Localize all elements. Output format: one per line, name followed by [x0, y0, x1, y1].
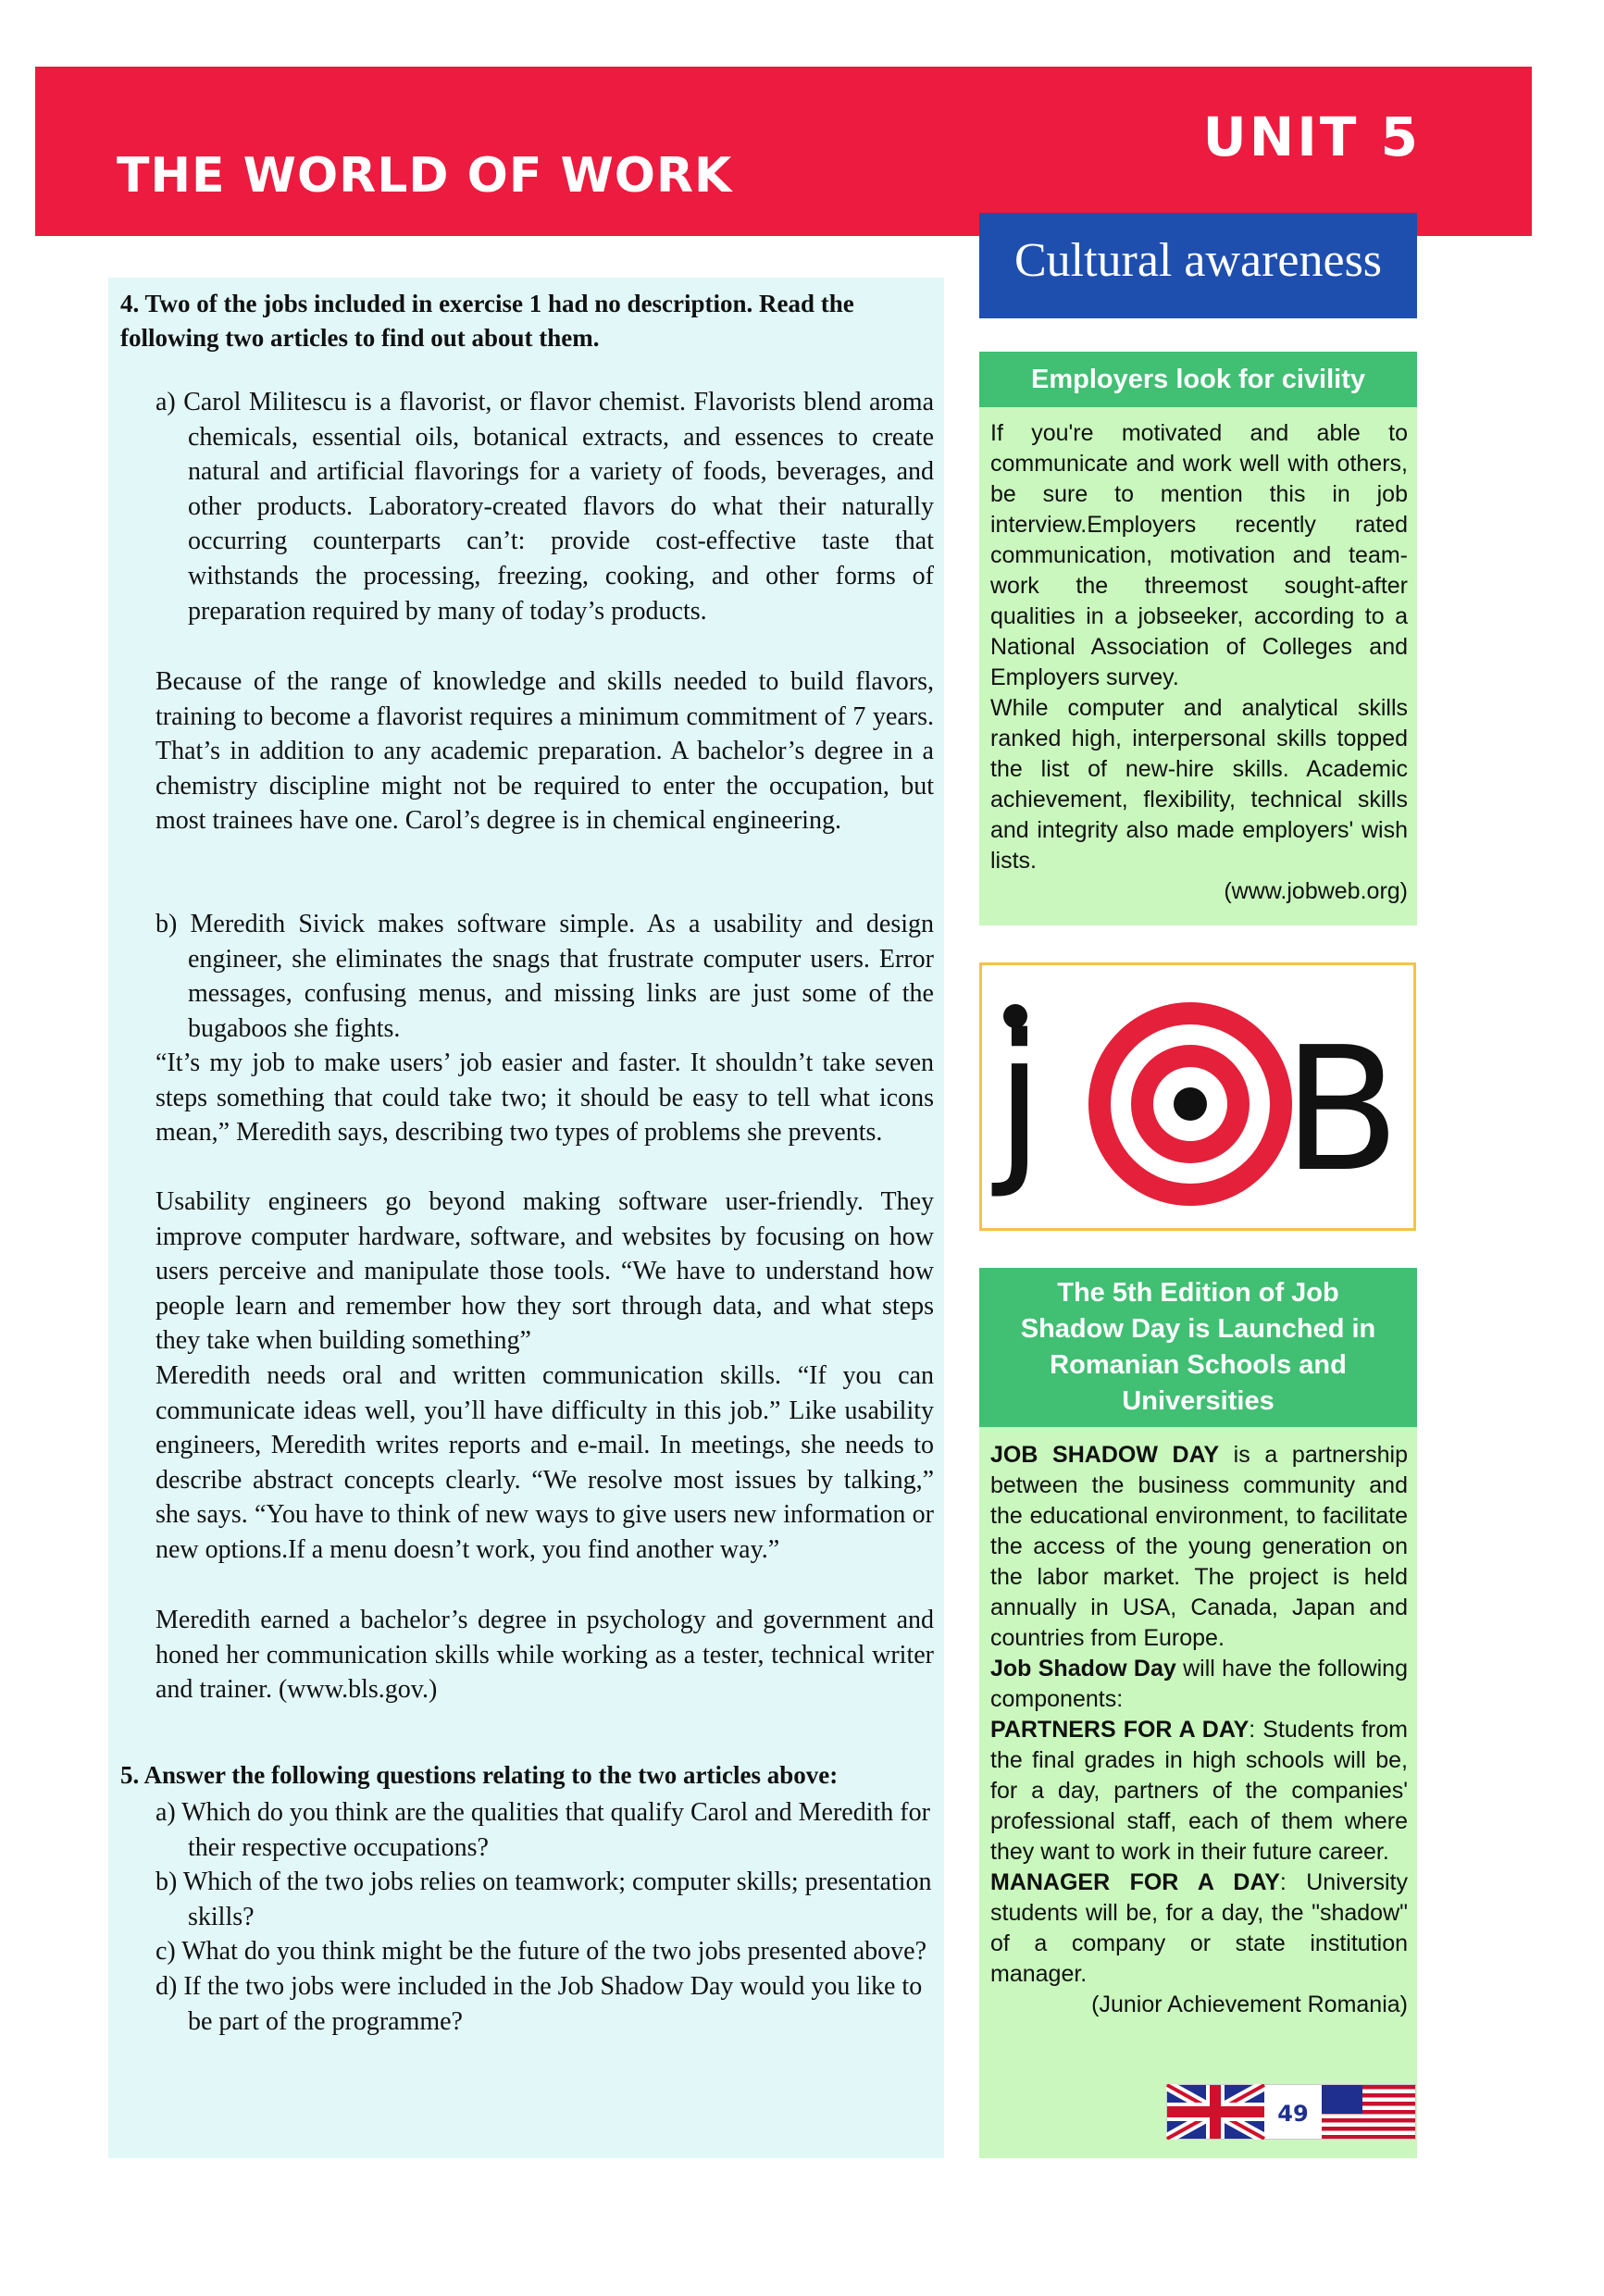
shadow-paragraph-1	[979, 1440, 1417, 1654]
job-logo-graphic	[982, 965, 1413, 1228]
shadow-paragraph-4	[979, 1868, 1417, 1990]
logo-letter-j: j	[995, 997, 1044, 1201]
civility-source: (www.jobweb.org)	[1224, 878, 1408, 904]
article-b-body-2: Usability engineers go beyond making software user-friendly. They improve computer hardware, software, and websites by focusing on how users perceive and manipulate those tools. “We have to understand how people learn and remember how they sort through data, and what steps they take when building something”	[155, 1187, 934, 1356]
flags-icon	[1166, 2084, 1416, 2140]
civility-paragraph-2: While computer and analytical skills ranked high, interpersonal skills topped the list of new-hire skills. Academic achievement, flexibility, technical skills and integrity also made employers' wish lists.	[990, 695, 1408, 874]
page-footer	[1166, 2084, 1416, 2140]
shadow-paragraph-3	[979, 1715, 1417, 1868]
article-b-body-3: Meredith needs oral and written communication skills. “If you can communicate ideas well, you’ll have difficulty in this job.” Like usability engineers, Meredith writes reports and e-mail. In meetings, she needs to describe abstract concepts clearly. “We resolve most issues by talking,” she says. “You have to think of new ways to give users new information or new options.If a menu doesn’t work, you find another way.”	[155, 1361, 934, 1564]
shadow-text: is a partnership between the business community and the educational environment, to facilitate the access of the young generation on the labor market. The project is held annually in USA, Canada, Japan and countries from Europe.	[990, 1442, 1408, 1651]
page-number: 49	[1277, 2101, 1309, 2127]
civility-box	[979, 352, 1417, 925]
us-flag-icon	[1322, 2085, 1415, 2139]
job-target-logo	[979, 962, 1416, 1231]
unit-header	[35, 67, 1532, 236]
shadow-term: MANAGER FOR A DAY	[990, 1869, 1280, 1895]
uk-flag-icon	[1167, 2085, 1264, 2139]
article-b-body-1: “It’s my job to make users’ job easier and faster. It shouldn’t take seven steps something that could take two; it should be easy to tell what icons mean,” Meredith says, describing two types of problems she prevents.	[155, 1049, 934, 1148]
exercise-4-question: 4. Two of the jobs included in exercise 1 had no description. Read the following two articles to find out about them.	[120, 290, 854, 352]
shadow-day-box	[979, 1268, 1417, 2158]
shadow-text: : Students from the final grades in high schools will be, for a day, partners of the companies' professional staff, each of them where they want to work in their future career.	[990, 1717, 1408, 1865]
logo-letter-b: B	[1283, 1010, 1400, 1210]
exercise-5-item: d) If the two jobs were included in the Job Shadow Day would you like to be part of the programme?	[155, 1971, 923, 2036]
unit-label: UNIT 5	[1202, 105, 1421, 168]
cultural-awareness-banner: Cultural awareness	[979, 213, 1417, 318]
article-b-intro: b) Meredith Sivick makes software simple. As a usability and design engineer, she eliminates the snags that frustrate computer users. Error messages, confusing menus, and missing links are just some of the bugaboos she fights.	[155, 910, 934, 1043]
shadow-paragraph-2	[979, 1654, 1417, 1715]
exercise-5-item: b) Which of the two jobs relies on teamwork; computer skills; presentation skills?	[155, 1868, 932, 1931]
chapter-title: THE WORLD OF WORK	[117, 148, 733, 204]
civility-paragraph-1: If you're motivated and able to communicate and work well with others, be sure to mention this in job interview.Employers recently rated communication, motivation and team-work the threemost sought-after qualities in a jobseeker, according to a National Association of Colleges and Employers survey.	[990, 420, 1408, 690]
exercise-5-item: a) Which do you think are the qualities that qualify Carol and Meredith for their respective occupations?	[155, 1798, 930, 1862]
shadow-term: PARTNERS FOR A DAY	[990, 1717, 1250, 1743]
exercise-5-item: c) What do you think might be the future of the two jobs presented above?	[155, 1937, 927, 1967]
exercise-5-list	[155, 1795, 934, 2039]
shadow-text: will have the following components:	[990, 1656, 1408, 1712]
shadow-day-heading: The 5th Edition of Job Shadow Day is Launched in Romanian Schools and Universities	[979, 1268, 1417, 1427]
shadow-source: (Junior Achievement Romania)	[1091, 1992, 1408, 2017]
civility-heading: Employers look for civility	[979, 352, 1417, 407]
article-a-intro: a) Carol Militescu is a flavorist, or flavor chemist. Flavorists blend aroma chemicals, essential oils, botanical extracts, and essences to create natural and artificial flavorings for a variety of foods, beverages, and other products. Laboratory-created flavors do what their naturally occurring counterparts can’t: provide cost-effective taste that withstands the processing, freezing, cooking, and other forms of preparation required by many of today’s products.	[155, 388, 934, 626]
shadow-term: Job Shadow Day	[990, 1656, 1176, 1682]
shadow-term: JOB SHADOW DAY	[990, 1442, 1220, 1468]
article-a-body: Because of the range of knowledge and skills needed to build flavors, training to become a flavorist requires a minimum commitment of 7 years. That’s in addition to any academic preparation. A bachelor’s degree in a chemistry discipline might not be required to enter the occupation, but most trainees have one. Carol’s degree is in chemical engineering.	[155, 667, 934, 836]
article-b-body-4: Meredith earned a bachelor’s degree in psychology and government and honed her communication skills while working as a tester, technical writer and trainer. (www.bls.gov.)	[155, 1606, 934, 1705]
shadow-text: : University students will be, for a day, the "shadow" of a company or state institution manager.	[990, 1869, 1408, 1987]
exercise-5-question: 5. Answer the following questions relating to the two articles above:	[120, 1761, 839, 1789]
